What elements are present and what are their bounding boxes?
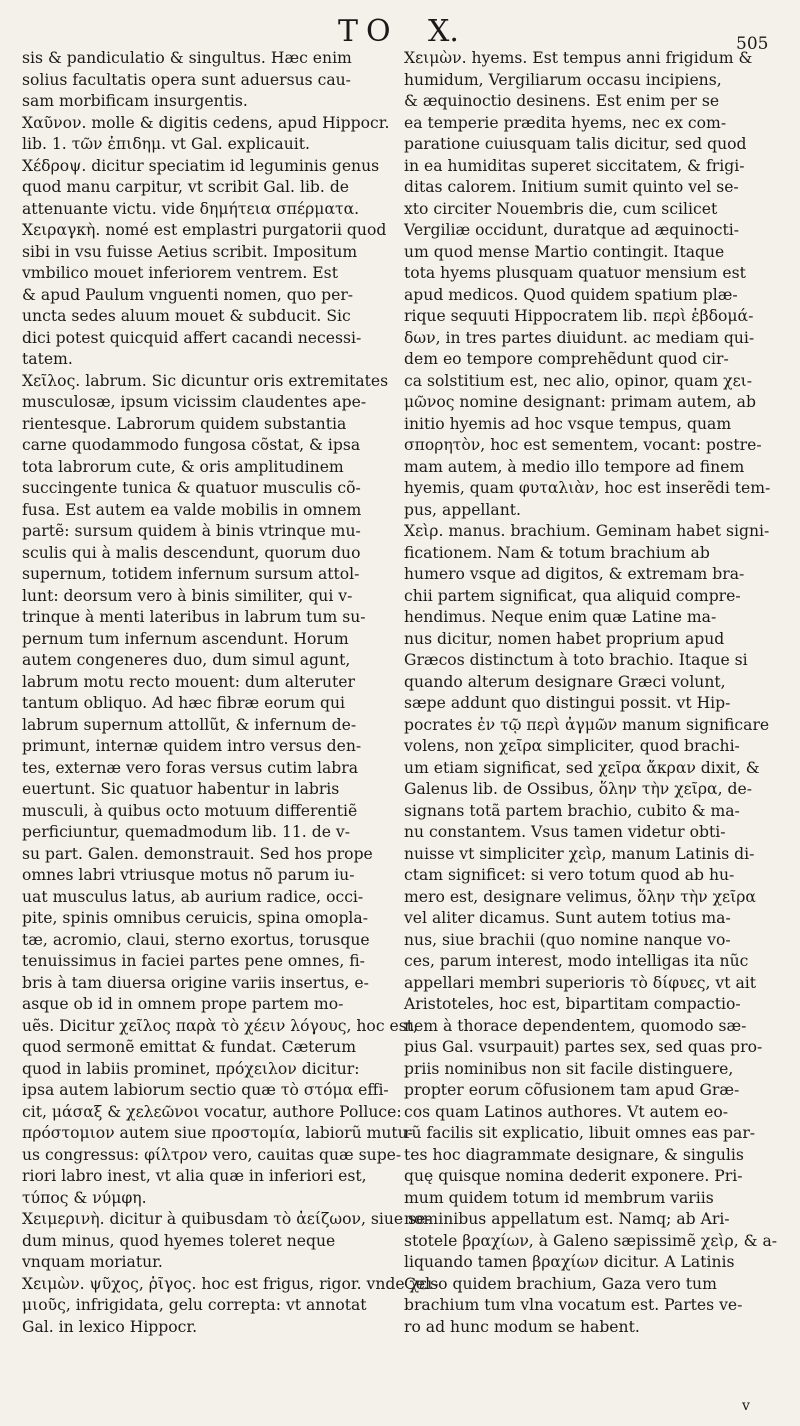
text-line: Vergiliæ occidunt, duratque ad æquinocti- <box>404 221 740 239</box>
running-head-left: TO <box>338 14 399 49</box>
text-line: pernum tum infernum ascendunt. Horum <box>22 629 349 648</box>
text-line: quod manu carpitur, vt scribit Gal. lib. de <box>22 178 350 196</box>
text-line: ficationem. Nam & totum brachium ab <box>404 543 710 562</box>
text-line: uncta sedes aluum mouet & subducit. Sic <box>22 307 351 325</box>
text-line: uat musculus latus, ab aurium radice, occi- <box>22 887 364 906</box>
text-line: tenuissimus in faciei partes pene omnes, fi- <box>22 952 365 970</box>
text-line: Χειμὼν. hyems. Est tempus anni frigidum & <box>404 49 753 67</box>
text-line: tæ, acromio, claui, sterno exortus, torusque <box>22 930 370 949</box>
running-head-right: X. <box>428 14 459 49</box>
text-line: pocrates ἐν τῷ περὶ ἀγμῶν manum significare <box>404 715 770 734</box>
text-line: riori labro inest, vt alia quæ in inferiori est, <box>22 1167 367 1185</box>
text-line: partẽ: sursum quidem à binis vtrinque mu- <box>22 522 361 540</box>
text-line: nus, siue brachii (quo nomine nanque vo- <box>404 930 731 949</box>
text-line: ditas calorem. Initium sumit quinto vel se- <box>404 178 739 196</box>
text-line: Χέδροψ. dicitur speciatim id leguminis genus <box>22 156 380 175</box>
text-line: μιοῦς, infrigidata, gelu correpta: vt annotat <box>22 1296 367 1314</box>
text-line: tota labrorum cute, & oris amplitudinem <box>22 457 344 476</box>
text-line: & æquinoctio desinens. Est enim per se <box>404 92 720 110</box>
text-line: ctam significet: si vero totum quod ab hu- <box>404 866 735 884</box>
text-line: ca solstitium est, nec alio, opinor, quam χει- <box>404 371 753 390</box>
text-line: mero est, designare velimus, ὅλην τὴν χεῖρα <box>404 887 756 906</box>
text-line: attenuante victu. vide δημήτεια σπέρματα. <box>22 199 360 218</box>
text-line: Græcos distinctum à toto brachio. Itaque si <box>404 651 748 669</box>
text-line: nuisse vt simpliciter χεὶρ, manum Latinis di- <box>404 844 755 863</box>
text-line: musculosæ, ipsum vicissim claudentes ape- <box>22 393 367 411</box>
text-line: pite, spinis omnibus ceruicis, spina omopla- <box>22 909 368 927</box>
text-line: liquando tamen βραχίων dicitur. A Latinis <box>404 1253 735 1271</box>
text-line: quę quisque nomina dederit exponere. Pri- <box>404 1167 743 1185</box>
text-line: carne quodammodo fungosa cõstat, & ipsa <box>22 436 361 454</box>
text-line: tes hoc diagrammate designare, & singulis <box>404 1145 744 1164</box>
text-line: cit, μάσαξ & χελεῶνοι vocatur, authore Polluce: <box>22 1102 402 1121</box>
text-line: quando alterum designare Græci volunt, <box>404 672 726 691</box>
text-line: sam morbificam insurgentis. <box>22 92 248 110</box>
text-line: Galenus lib. de Ossibus, ὅλην τὴν χεῖρα, de- <box>404 780 752 798</box>
text-line: Χεὶρ. manus. brachium. Geminam habet signi- <box>404 522 770 540</box>
text-line: lib. 1. τῶν ἐπιδημ. vt Gal. explicauit. <box>22 135 310 153</box>
text-line: nu constantem. Vsus tamen videtur obti- <box>404 823 726 841</box>
text-line: propter eorum cõfusionem tam apud Græ- <box>404 1081 740 1099</box>
text-line: quod in labiis prominet, πρόχειλον dicitur: <box>22 1059 360 1078</box>
text-line: Celso quidem brachium, Gaza vero tum <box>404 1274 717 1293</box>
text-line: mam autem, à medio illo tempore ad finem <box>404 457 745 476</box>
text-line: us congressus: φίλτρον vero, cauitas quæ supe- <box>22 1145 402 1164</box>
text-line: supernum, totidem infernum sursum attol- <box>22 565 360 583</box>
text-line: asque ob id in omnem prope partem mo- <box>22 995 344 1013</box>
text-line: trinque à menti lateribus in labrum tum su- <box>22 608 366 626</box>
text-line: Gal. in lexico Hippocr. <box>22 1317 198 1336</box>
text-line: bris à tam diuersa origine variis insertus, e- <box>22 973 369 992</box>
text-line: & apud Paulum vnguenti nomen, quo per- <box>22 285 354 304</box>
text-line: sæpe addunt quo distingui possit. vt Hip- <box>404 694 731 712</box>
text-line: succingente tunica & quatuor musculis cõ- <box>22 479 361 497</box>
text-line: πρόστομιον autem siue προστομία, labiorũ mutu- <box>22 1124 413 1142</box>
text-line: dum minus, quod hyemes toleret neque <box>22 1231 336 1250</box>
text-line: ea temperie prædita hyems, nec ex com- <box>404 113 727 132</box>
left-column <box>22 48 439 1338</box>
text-line: Χειμὼν. ψῦχος, ῥῖγος. hoc est frigus, rigor. vnde χει- <box>22 1274 439 1293</box>
text-line: initio hyemis ad hoc vsque tempus, quam <box>404 414 732 433</box>
text-line: labrum motu recto mouent: dum alteruter <box>22 672 355 691</box>
text-line: humero vsque ad digitos, & extremam bra- <box>404 565 745 583</box>
text-line: signans totã partem brachio, cubito & ma- <box>404 801 740 820</box>
text-line: appellari membri superioris τὸ δίφυες, vt ait <box>404 973 757 992</box>
text-line: nem à thorace dependentem, quomodo sæ- <box>404 1016 747 1035</box>
text-line: rientesque. Labrorum quidem substantia <box>22 414 347 433</box>
text-line: priis nominibus non sit facile distinguere, <box>404 1059 734 1078</box>
text-line: su part. Galen. demonstrauit. Sed hos prope <box>22 844 373 863</box>
text-line: rũ facilis sit explicatio, libuit omnes eas par- <box>404 1124 756 1142</box>
text-line: ro ad hunc modum se habent. <box>404 1317 640 1336</box>
text-line: lunt: deorsum vero à binis similiter, qui v- <box>22 586 353 605</box>
text-line: σπορητὸν, hoc est sementem, vocant: postre- <box>404 436 762 454</box>
text-line: tatem. <box>22 350 73 368</box>
text-line: primunt, internæ quidem intro versus den- <box>22 737 362 755</box>
text-line: uẽs. Dicitur χεῖλος παρὰ τὸ χέειν λόγους, hoc est, <box>22 1016 418 1035</box>
text-line: omnes labri vtriusque motus nõ parum iu- <box>22 866 355 884</box>
text-line: nominibus appellatum est. Namq; ab Ari- <box>404 1210 730 1228</box>
text-line: pus, appellant. <box>404 500 521 519</box>
text-line: cos quam Latinos authores. Vt autem eo- <box>404 1102 729 1121</box>
text-line: fusa. Est autem ea valde mobilis in omnem <box>22 500 362 519</box>
text-line: Χεῖλος. labrum. Sic dicuntur oris extremitates <box>22 371 389 390</box>
text-line: vel aliter dicamus. Sunt autem totius ma- <box>404 909 731 927</box>
text-line: τύπος & νύμφη. <box>22 1188 147 1207</box>
text-line: paratione cuiusquam talis dicitur, sed quod <box>404 135 747 153</box>
text-line: brachium tum vlna vocatum est. Partes ve- <box>404 1296 743 1314</box>
text-line: hyemis, quam φυταλιὰν, hoc est inserẽdi tem- <box>404 479 771 497</box>
text-line: dici potest quicquid affert cacandi necessi- <box>22 328 362 347</box>
text-line: δων, in tres partes diuidunt. ac mediam qui- <box>404 328 755 347</box>
text-line: μῶνος nomine designant: primam autem, ab <box>404 393 756 411</box>
text-line: ces, parum interest, modo intelligas ita nũc <box>404 952 749 970</box>
text-line: dem eo tempore comprehẽdunt quod cir- <box>404 350 729 368</box>
text-line: tes, externæ vero foras versus cutim labra <box>22 758 359 777</box>
right-column <box>404 48 782 1338</box>
text-line: apud medicos. Quod quidem spatium plæ- <box>404 285 738 304</box>
text-line: volens, non χεῖρα simpliciter, quod brachi- <box>404 737 740 755</box>
text-line: mum quidem totum id membrum variis <box>404 1188 714 1207</box>
text-line: sis & pandiculatio & singultus. Hæc enim <box>22 49 352 67</box>
text-line: Aristoteles, hoc est, bipartitam compactio- <box>404 995 741 1013</box>
text-line: labrum supernum attollũt, & infernum de- <box>22 715 357 734</box>
text-line: tota hyems plusquam quatuor mensium est <box>404 264 746 282</box>
text-line: euertunt. Sic quatuor habentur in labris <box>22 780 340 798</box>
text-line: Χειραγκὴ. nomé est emplastri purgatorii quod <box>22 221 387 239</box>
text-line: Χαῦνον. molle & digitis cedens, apud Hippocr. <box>22 113 390 132</box>
text-line: in ea humiditas superet siccitatem, & frigi- <box>404 156 745 175</box>
text-line: rique sequuti Hippocratem lib. περὶ ἑβδομά- <box>404 307 754 325</box>
text-line: autem congeneres duo, dum simul agunt, <box>22 651 351 669</box>
text-line: sibi in vsu fuisse Aetius scribit. Impositum <box>22 242 358 261</box>
text-line: humidum, Vergiliarum occasu incipiens, <box>404 70 722 89</box>
text-line: um quod mense Martio contingit. Itaque <box>404 242 725 261</box>
text-line: tantum obliquo. Ad hæc fibræ eorum qui <box>22 694 345 712</box>
text-line: quod sermonẽ emittat & fundat. Cæterum <box>22 1038 357 1056</box>
text-line: pius Gal. vsurpauit) partes sex, sed quas pro- <box>404 1038 763 1056</box>
text-line: ipsa autem labiorum sectio quæ τὸ στόμα effi- <box>22 1081 389 1099</box>
page-number: 505 <box>736 34 769 54</box>
text-line: um etiam significat, sed χεῖρα ἄκραν dixit, & <box>404 758 760 777</box>
text-line: xto circiter Nouembris die, cum scilicet <box>404 199 718 218</box>
signature-mark: v <box>742 1398 750 1414</box>
text-line: vnquam moriatur. <box>22 1253 163 1271</box>
text-line: stotele βραχίων, à Galeno sæpissimẽ χεὶρ, & a- <box>404 1231 778 1250</box>
text-line: Χειμερινὴ. dicitur à quibusdam τὸ ἀείζωον, siue se- <box>22 1210 431 1228</box>
text-line: hendimus. Neque enim quæ Latine ma- <box>404 608 717 626</box>
text-line: perficiuntur, quemadmodum lib. 11. de v- <box>22 823 350 841</box>
text-line: vmbilico mouet inferiorem ventrem. Est <box>22 264 338 282</box>
text-line: sculis qui à malis descendunt, quorum duo <box>22 543 361 562</box>
text-line: nus dicitur, nomen habet proprium apud <box>404 629 725 648</box>
text-line: musculi, à quibus octo motuum differentiẽ <box>22 801 358 820</box>
running-head <box>0 14 800 54</box>
text-line: chii partem significat, qua aliquid compre- <box>404 586 741 605</box>
text-line: solius facultatis opera sunt aduersus cau- <box>22 70 351 89</box>
